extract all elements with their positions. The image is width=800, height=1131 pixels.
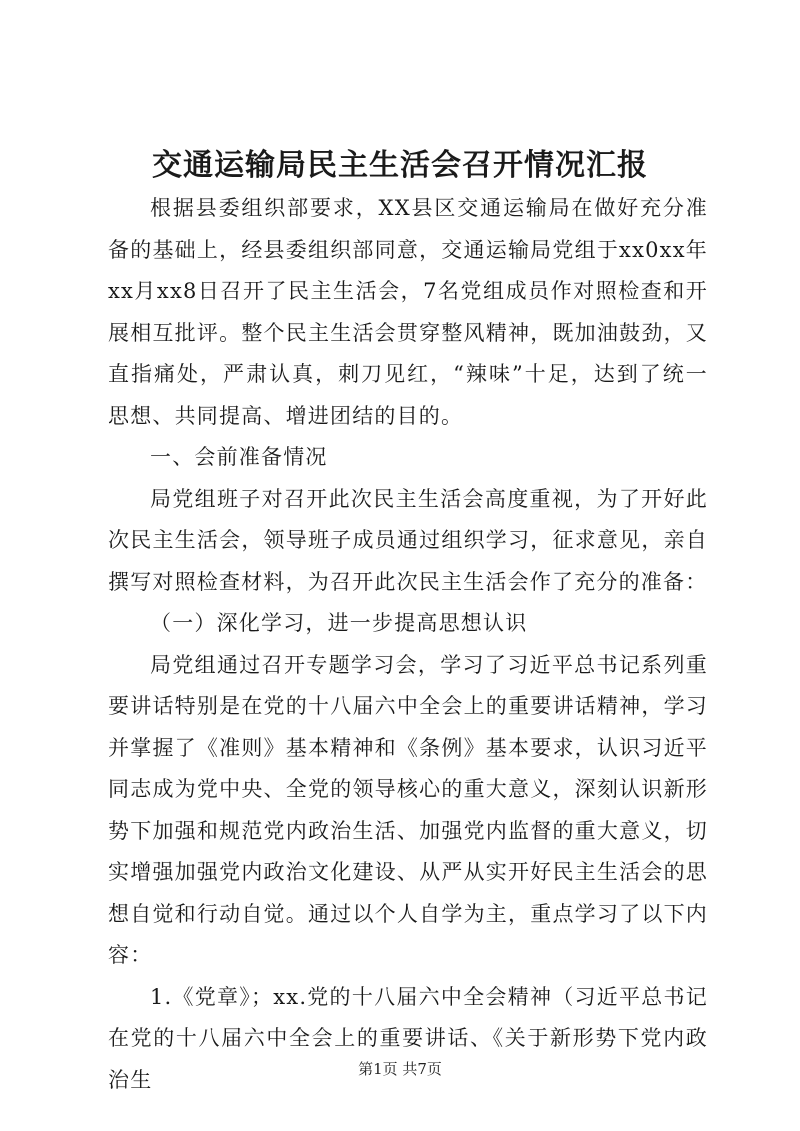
study-paragraph: 局党组通过召开专题学习会，学习了习近平总书记系列重要讲话特别是在党的十八届六中全会上的重要讲话精神，学习并掌握了《准则》基本精神和《条例》基本要求，认识习近平同志成为党中央、全党的领导核心的重大意义，深刻认识新形势下加强和规范党内政治生活、加强党内监督的重大意义，切实增强加强党内政治文化建设、从严从实开好民主生活会的思想自觉和行动自觉。通过以个人自学为主，重点学习了以下内容： [108, 652, 708, 967]
section-heading: 一、会前准备情况 [150, 445, 328, 469]
subsection-heading: （一）深化学习，进一步提高思想认识 [150, 611, 528, 635]
section-paragraph: 局党组班子对召开此次民主生活会高度重视，为了开好此次民主生活会，领导班子成员通过组织学习，征求意见，亲自撰写对照检查材料，为召开此次民主生活会作了充分的准备： [108, 486, 708, 594]
document-title: 交通运输局民主生活会召开情况汇报 [152, 148, 648, 183]
document-body [108, 188, 708, 1101]
intro-paragraph: 根据县委组织部要求，XX县区交通运输局在做好充分准备的基础上，经县委组织部同意，交通运输局党组于xx0xx年xx月xx8日召开了民主生活会，7名党组成员作对照检查和开展相互批评。整个民主生活会贯穿整风精神，既加油鼓劲，又直指痛处，严肃认真，刺刀见红，“辣味”十足，达到了统一思想、共同提高、增进团结的目的。 [108, 196, 708, 428]
page-number-footer: 第1页 共7页 [358, 1060, 442, 1078]
list-item-paragraph: 1.《党章》；xx.党的十八届六中全会精神（习近平总书记在党的十八届六中全会上的重要讲话、《关于新形势下党内政治生 [108, 984, 708, 1092]
